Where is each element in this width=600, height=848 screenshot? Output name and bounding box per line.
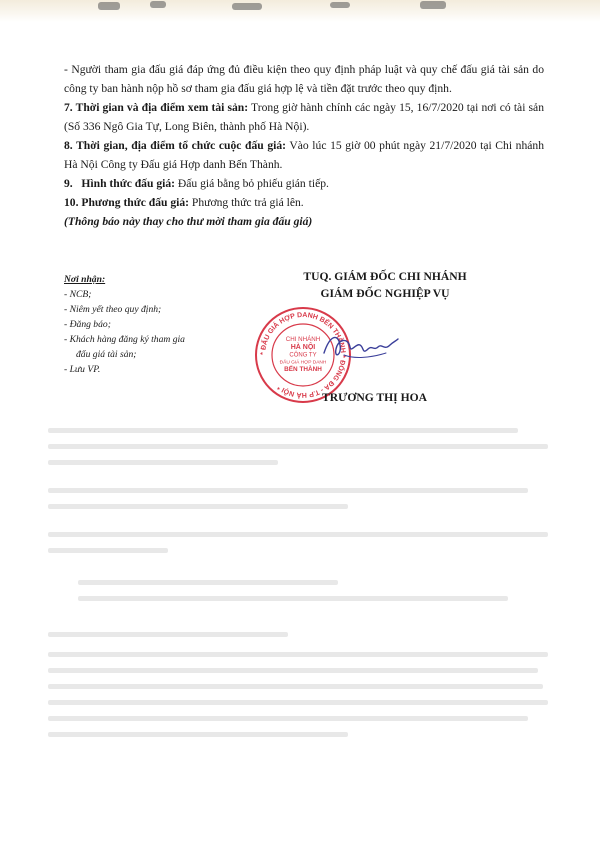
item-8-text: Vào lúc 15 giờ 00 phút ngày 21/7/2020 tại Chi nhánh Hà Nội Công ty Đấu giá Hợp danh Bến Thành. xyxy=(64,139,544,171)
scan-mark xyxy=(150,1,166,8)
item-7-text: Trong giờ hành chính các ngày 15, 16/7/2020 tại nơi có tài sản (Số 336 Ngô Gia Tự, Long Biên, thành phố Hà Nội). xyxy=(64,101,544,133)
item-8-label: 8. Thời gian, địa điểm tổ chức cuộc đấu giá: xyxy=(64,139,287,152)
item-10-label: 10. Phương thức đấu giá: xyxy=(64,196,190,209)
svg-text:ĐẤU GIÁ HỢP DANH: ĐẤU GIÁ HỢP DANH xyxy=(279,360,327,366)
signer-name: TRƯƠNG THỊ HOA xyxy=(322,391,428,404)
condition-bullet: - Người tham gia đấu giá đáp ứng đủ điều kiện theo quy định pháp luật và quy chế đấu giá tài sản do công ty ban hành nộp hồ sơ tham gia đấu giá hợp lệ và tiền đặt trước theo quy định. xyxy=(64,63,544,95)
item-10 xyxy=(64,193,544,212)
svg-text:CÔNG TY: CÔNG TY xyxy=(289,352,317,359)
recipient-item: - Khách hàng đăng ký tham gia xyxy=(64,334,185,345)
scan-top-band xyxy=(0,0,600,22)
main-content xyxy=(64,60,544,231)
recipient-item: - Đăng báo; xyxy=(64,319,111,330)
recipient-item: đấu giá tài sản; xyxy=(76,349,137,360)
recipients-block xyxy=(64,272,274,377)
svg-text:CHI NHÁNH: CHI NHÁNH xyxy=(285,336,321,343)
svg-text:BẾN THÀNH: BẾN THÀNH xyxy=(284,366,322,373)
item-10-text: Phương thức trả giá lên. xyxy=(189,196,304,209)
item-9 xyxy=(64,174,544,193)
svg-text:HÀ NỘI: HÀ NỘI xyxy=(290,344,316,351)
scan-mark xyxy=(420,1,446,9)
handwritten-signature xyxy=(320,325,400,367)
position-line: GIÁM ĐỐC NGHIỆP VỤ xyxy=(320,287,450,300)
notice-note: (Thông báo này thay cho thư mời tham gia đấu giá) xyxy=(64,215,313,228)
item-7-label: 7. Thời gian và địa điểm xem tài sản: xyxy=(64,101,249,114)
item-7 xyxy=(64,98,544,136)
signature-block xyxy=(290,268,480,302)
item-9-text: Đấu giá bằng bỏ phiếu gián tiếp. xyxy=(175,177,329,190)
recipient-item: - Niêm yết theo quy định; xyxy=(64,304,162,315)
svg-text:* ĐẤU GIÁ HỢP DANH BẾN THÀNH *: * ĐẤU GIÁ HỢP DANH BẾN THÀNH * ĐỐNG ĐA - T.P HÀ NỘI * xyxy=(259,311,347,399)
item-9-label: 9. Hình thức đấu giá: xyxy=(64,177,176,190)
item-8 xyxy=(64,136,544,174)
recipients-title: Nơi nhận: xyxy=(64,274,106,285)
recipient-item: - NCB; xyxy=(64,289,92,300)
authority-line: TUQ. GIÁM ĐỐC CHI NHÁNH xyxy=(303,270,467,283)
recipient-item: - Lưu VP. xyxy=(64,364,101,375)
scan-mark xyxy=(232,3,262,10)
scan-mark xyxy=(98,2,120,10)
scan-mark xyxy=(330,2,350,8)
